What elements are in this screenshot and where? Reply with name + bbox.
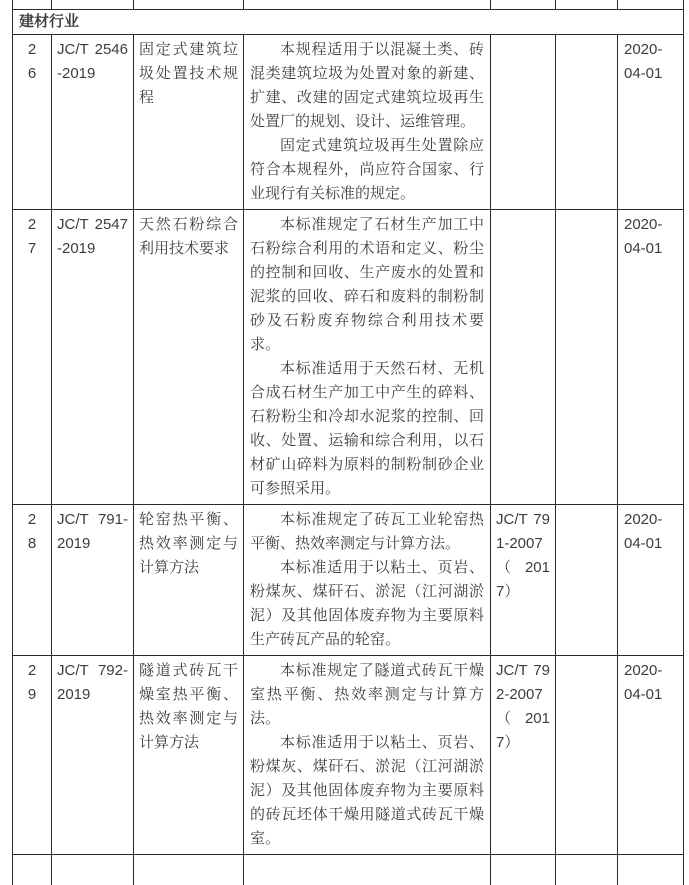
empty-cell bbox=[134, 0, 244, 10]
empty-cell bbox=[244, 0, 491, 10]
table-row bbox=[13, 505, 684, 656]
empty-cell bbox=[134, 855, 244, 885]
standard-code-cell: JC/T 791-2019 bbox=[52, 505, 134, 656]
scope-paragraph: 本标准适用于以粘土、页岩、粉煤灰、煤矸石、淤泥（江河湖淤泥）及其他固体废弃物为主要原料的砖瓦坯体干燥用隧道式砖瓦干燥室。 bbox=[250, 731, 484, 851]
implementation-date-cell: 2020-04-01 bbox=[618, 656, 684, 855]
row-number: 28 bbox=[28, 508, 36, 556]
scope-paragraph: 本标准规定了石材生产加工中石粉综合利用的术语和定义、粉尘的控制和回收、生产废水的处置和泥浆的回收、碎石和废料的制粉制砂及石粉废弃物综合利用技术要求。 bbox=[250, 213, 484, 357]
empty-cell bbox=[556, 0, 618, 10]
replaced-standard-cell bbox=[491, 35, 556, 210]
scope-paragraph: 本规程适用于以混凝土类、砖混类建筑垃圾为处置对象的新建、扩建、改建的固定式建筑垃圾再生处置厂的规划、设计、运维管理。 bbox=[250, 38, 484, 134]
standard-code-cell: JC/T 2546-2019 bbox=[52, 35, 134, 210]
table-row bbox=[13, 210, 684, 505]
standard-code-cell: JC/T 792-2019 bbox=[52, 656, 134, 855]
empty-cell bbox=[491, 0, 556, 10]
empty-cell bbox=[618, 0, 684, 10]
empty-cell bbox=[52, 855, 134, 885]
row-number-cell bbox=[13, 35, 52, 210]
table-row bbox=[13, 656, 684, 855]
table-row bbox=[13, 35, 684, 210]
remark-cell bbox=[556, 505, 618, 656]
row-number-cell bbox=[13, 505, 52, 656]
scope-paragraph: 本标准规定了砖瓦工业轮窑热平衡、热效率测定与计算方法。 bbox=[250, 508, 484, 556]
row-number: 29 bbox=[28, 659, 36, 707]
empty-cell bbox=[13, 855, 52, 885]
implementation-date-cell: 2020-04-01 bbox=[618, 210, 684, 505]
replaced-standard-cell: JC/T 791-2007（2017） bbox=[491, 505, 556, 656]
scope-cell bbox=[244, 210, 491, 505]
standard-name-cell: 轮窑热平衡、热效率测定与计算方法 bbox=[134, 505, 244, 656]
scope-paragraph: 本标准适用于天然石材、无机合成石材生产加工中产生的碎料、石粉粉尘和冷却水泥浆的控制、回收、处置、运输和综合利用，以石材矿山碎料为原料的制粉制砂企业可参照采用。 bbox=[250, 357, 484, 501]
empty-cell bbox=[13, 0, 52, 10]
scope-paragraph: 固定式建筑垃圾再生处置除应符合本规程外，尚应符合国家、行业现行有关标准的规定。 bbox=[250, 134, 484, 206]
row-number-cell bbox=[13, 656, 52, 855]
empty-cell bbox=[244, 855, 491, 885]
scope-paragraph: 本标准适用于以粘土、页岩、粉煤灰、煤矸石、淤泥（江河湖淤泥）及其他固体废弃物为主要原料生产砖瓦产品的轮窑。 bbox=[250, 556, 484, 652]
standard-name-cell: 固定式建筑垃圾处置技术规程 bbox=[134, 35, 244, 210]
replaced-standard-cell bbox=[491, 210, 556, 505]
replaced-standard-cell: JC/T 792-2007（2017） bbox=[491, 656, 556, 855]
section-header-row bbox=[13, 10, 684, 35]
remark-cell bbox=[556, 210, 618, 505]
scope-cell bbox=[244, 656, 491, 855]
empty-cell bbox=[52, 0, 134, 10]
scope-paragraph: 本标准规定了隧道式砖瓦干燥室热平衡、热效率测定与计算方法。 bbox=[250, 659, 484, 731]
standard-name-cell: 天然石粉综合利用技术要求 bbox=[134, 210, 244, 505]
scope-cell bbox=[244, 505, 491, 656]
empty-cell bbox=[491, 855, 556, 885]
table-row-partial-bottom bbox=[13, 855, 684, 885]
remark-cell bbox=[556, 656, 618, 855]
remark-cell bbox=[556, 35, 618, 210]
implementation-date-cell: 2020-04-01 bbox=[618, 35, 684, 210]
scope-cell bbox=[244, 35, 491, 210]
standards-table bbox=[12, 0, 684, 885]
empty-cell bbox=[556, 855, 618, 885]
section-header: 建材行业 bbox=[13, 10, 684, 35]
standard-code-cell: JC/T 2547-2019 bbox=[52, 210, 134, 505]
empty-cell bbox=[618, 855, 684, 885]
implementation-date-cell: 2020-04-01 bbox=[618, 505, 684, 656]
row-number: 26 bbox=[28, 38, 36, 86]
row-number-cell bbox=[13, 210, 52, 505]
row-number: 27 bbox=[28, 213, 36, 261]
table-row-partial-top bbox=[13, 0, 684, 10]
standard-name-cell: 隧道式砖瓦干燥室热平衡、热效率测定与计算方法 bbox=[134, 656, 244, 855]
